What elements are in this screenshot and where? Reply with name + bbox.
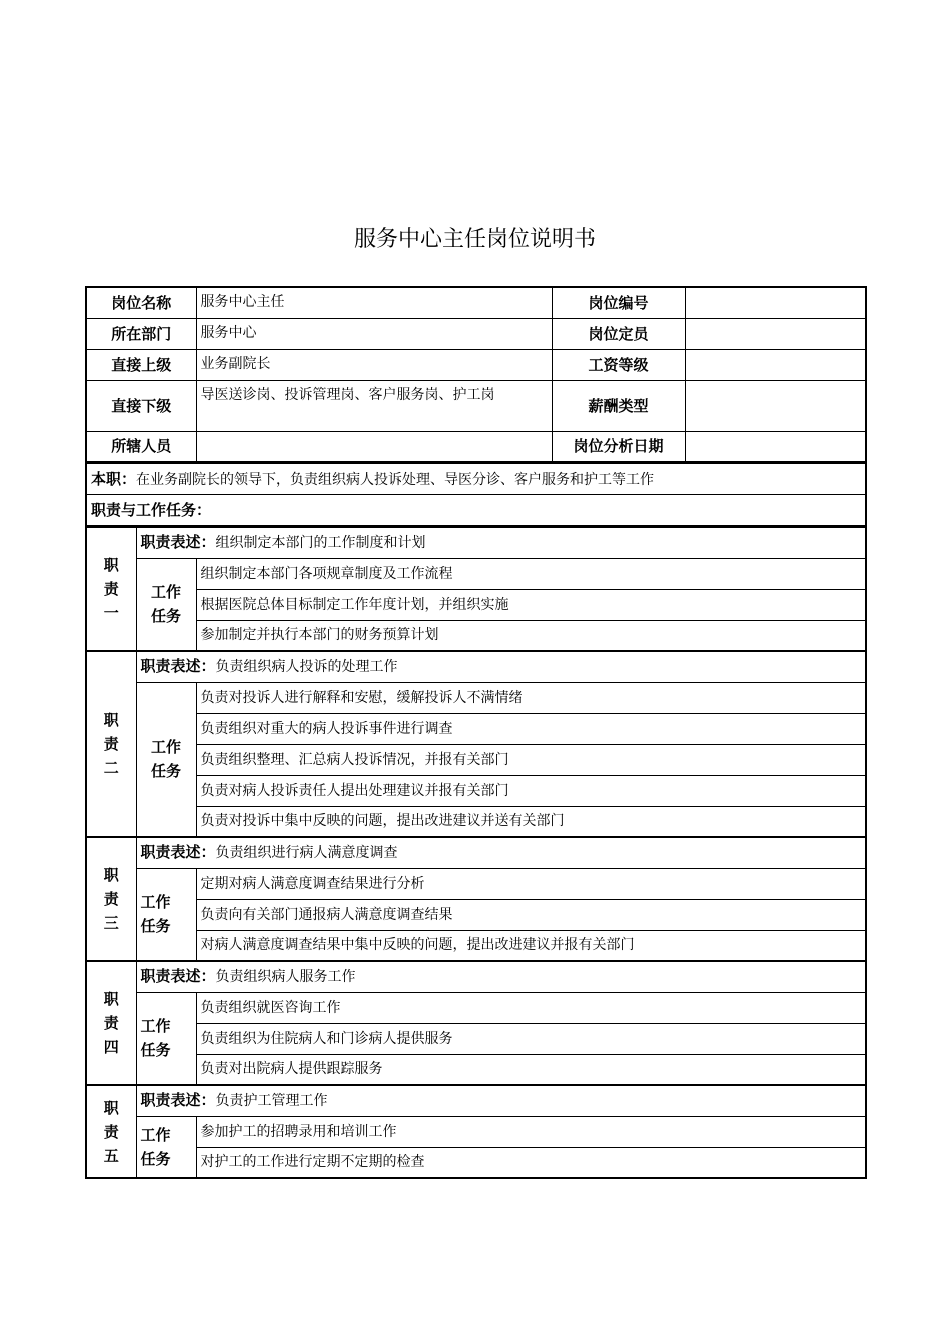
duty-name-char: 五 [103,1146,119,1165]
duty-name [86,651,136,837]
job-description-table [85,286,865,1179]
task-label-line: 任务 [140,917,171,936]
duty-desc-label: 职责表述： [140,657,216,676]
duty-name [86,1085,136,1178]
task-row [86,806,866,837]
info-label: 直接上级 [86,349,196,380]
duty-desc-row [86,1085,866,1116]
task-label [136,992,196,1085]
duty-name-char: 责 [103,735,119,753]
task-row [86,558,866,589]
duty-name [86,961,136,1085]
duty-desc-label: 职责表述： [140,533,216,551]
info-value: 业务副院长 [196,349,552,380]
duties-header: 职责与工作任务： [86,495,866,526]
task-label-line: 任务 [150,607,181,626]
info-row [86,380,866,431]
task-row [86,1023,866,1054]
info-value [685,349,866,380]
info-value [196,431,552,462]
info-row [86,431,866,462]
task-label-line: 任务 [140,1149,171,1168]
duty-desc-cell [136,961,866,992]
duty-desc-label: 职责表述： [140,1091,216,1110]
task-label-line: 工作 [150,583,181,602]
task-label-line: 工作 [150,738,181,757]
task-row [86,1054,866,1085]
task-row [86,1147,866,1178]
task-text: 负责对投诉人进行解释和安慰，缓解投诉人不满情绪 [196,682,866,713]
task-text: 对护工的工作进行定期不定期的检查 [196,1147,866,1178]
task-label-line: 任务 [140,1041,171,1060]
duty-name-char: 责 [103,890,119,908]
info-value [685,380,866,431]
task-text: 根据医院总体目标制定工作年度计划，并组织实施 [196,589,866,620]
duty-name [86,527,136,651]
info-row [86,287,866,318]
info-row [86,349,866,380]
task-row [86,744,866,775]
task-text: 参加制定并执行本部门的财务预算计划 [196,620,866,651]
duty-desc-row [86,651,866,682]
info-label: 薪酬类型 [552,380,685,431]
task-row [86,1116,866,1147]
task-label-line: 工作 [140,893,171,912]
duty-desc-cell [136,527,866,558]
info-label: 岗位分析日期 [552,431,685,462]
summary-label: 本职： [91,469,137,488]
info-label: 工资等级 [552,349,685,380]
duty-name [86,837,136,961]
duty-desc-row [86,837,866,868]
task-row [86,930,866,961]
info-label: 所辖人员 [86,431,196,462]
task-label-line: 任务 [150,762,181,781]
summary-row [86,464,866,495]
task-text: 定期对病人满意度调查结果进行分析 [196,868,866,899]
task-text: 负责对病人投诉责任人提出处理建议并报有关部门 [196,775,866,806]
task-text: 参加护工的招聘录用和培训工作 [196,1116,866,1147]
duty-desc-text: 负责组织病人服务工作 [215,969,356,986]
duty-desc-label: 职责表述： [140,967,216,986]
duty-name-char: 责 [103,579,119,598]
duty-name-char: 职 [103,1098,119,1117]
info-value: 服务中心 [196,318,552,349]
duty-desc-text: 组织制定本部门的工作制度和计划 [215,535,426,551]
task-label-line: 工作 [140,1017,171,1036]
task-text: 负责组织就医咨询工作 [196,992,866,1023]
info-label: 岗位名称 [86,287,196,318]
task-row [86,713,866,744]
duty-desc-label: 职责表述： [140,843,216,862]
task-row [86,775,866,806]
task-text: 负责对出院病人提供跟踪服务 [196,1054,866,1085]
task-row [86,589,866,620]
info-label: 岗位定员 [552,318,685,349]
duty-name-char: 责 [103,1122,119,1141]
info-row [86,318,866,349]
task-text: 组织制定本部门各项规章制度及工作流程 [196,558,866,589]
task-label [136,1116,196,1178]
task-row [86,899,866,930]
info-label: 直接下级 [86,380,196,431]
task-text: 负责对投诉中集中反映的问题，提出改进建议并送有关部门 [196,806,866,837]
duty-name-char: 一 [103,603,119,622]
task-label [136,682,196,837]
duty-name-char: 四 [103,1038,119,1056]
duty-name-char: 职 [103,711,119,729]
task-row [86,992,866,1023]
duty-desc-row [86,961,866,992]
duty-name-char: 职 [103,555,119,574]
duty-desc-text: 负责组织进行病人满意度调查 [215,845,398,862]
task-text: 对病人满意度调查结果中集中反映的问题，提出改进建议并报有关部门 [196,930,866,961]
task-row [86,868,866,899]
duty-desc-cell [136,837,866,868]
task-row [86,682,866,713]
info-value [685,318,866,349]
duty-name-char: 职 [103,990,119,1008]
info-value: 导医送诊岗、投诉管理岗、客户服务岗、护工岗 [196,380,552,431]
info-value: 服务中心主任 [196,287,552,318]
task-text: 负责组织为住院病人和门诊病人提供服务 [196,1023,866,1054]
duty-name-char: 职 [103,866,119,884]
info-value [685,431,866,462]
task-label-line: 工作 [140,1125,171,1144]
summary-text: 在业务副院长的领导下，负责组织病人投诉处理、导医分诊、客户服务和护工等工作 [136,471,655,488]
duty-desc-cell [136,1085,866,1116]
info-table [85,286,867,463]
page-title: 服务中心主任岗位说明书 [353,227,596,252]
task-text: 负责组织整理、汇总病人投诉情况，并报有关部门 [196,744,866,775]
info-label: 所在部门 [86,318,196,349]
info-label: 岗位编号 [552,287,685,318]
task-row [86,620,866,651]
task-label [136,558,196,651]
duties-table [85,527,867,1180]
task-label [136,868,196,961]
task-text: 负责向有关部门通报病人满意度调查结果 [196,899,866,930]
info-value [685,287,866,318]
task-text: 负责组织对重大的病人投诉事件进行调查 [196,713,866,744]
duty-desc-text: 负责护工管理工作 [215,1093,328,1110]
duty-desc-row [86,527,866,558]
duty-name-char: 责 [103,1014,119,1032]
duty-name-char: 三 [103,914,119,932]
summary-table [85,463,867,527]
duty-desc-text: 负责组织病人投诉的处理工作 [215,659,398,676]
duty-name-char: 二 [103,759,119,777]
duty-desc-cell [136,651,866,682]
